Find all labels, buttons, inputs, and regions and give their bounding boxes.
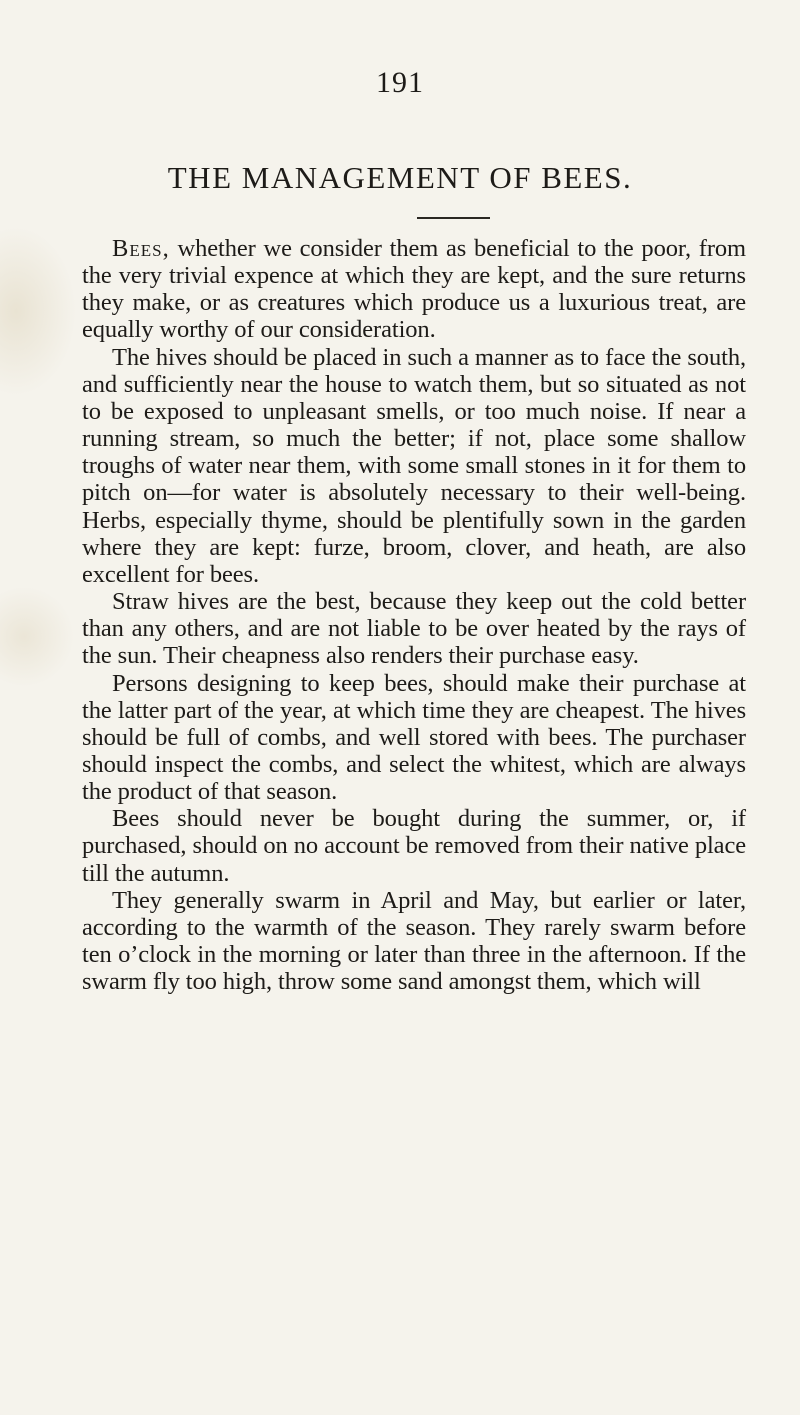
paragraph-5 [82,805,746,886]
page-number: 191 [376,66,424,99]
paragraph-1 [82,235,746,344]
paragraph-text: Persons designing to keep bees, should make their purchase at the latter part of the year, at which time they are cheapest. The hives should be full of combs, and well stored with bees. The purchaser should inspect the combs, and select the whitest, which are always the product of that season. [82,669,746,806]
paragraph-6 [82,887,746,996]
paragraph-2 [82,344,746,588]
paragraph-lead-word: Bees, [112,235,170,262]
paragraph-text: whether we consider them as beneficial to the poor, from the very trivial expence at which they are kept, and the sure returns they make, or as creatures which produce us a luxurious treat, are equally worthy of our consideration. [82,235,746,344]
paragraph-3 [82,588,746,669]
paragraph-4 [82,670,746,806]
title-divider [417,217,490,219]
paragraph-text: The hives should be placed in such a manner as to face the south, and sufficiently near the house to watch them, but so situated as not to be exposed to unpleasant smells, or too much noise. If near a running stream, so much the better; if not, place some shallow troughs of water near them, with some small stones in it for them to pitch on—for water is absolutely necessary to their well-being. Herbs, especially thyme, should be plentifully sown in the garden where they are kept: furze, broom, clover, and heath, are also excellent for bees. [82,343,746,588]
paragraph-text: They generally swarm in April and May, but earlier or later, according to the warmth of the season. They rarely swarm before ten o’clock in the morning or later than three in the afternoon. If the swarm fly too high, throw some sand amongst them, which will [82,886,746,996]
body-text [82,235,746,995]
paragraph-text: Bees should never be bought during the summer, or, if purchased, should on no account be removed from their native place till the autumn. [82,805,746,887]
page-title: THE MANAGEMENT OF BEES. [167,160,633,195]
paragraph-text: Straw hives are the best, because they keep out the cold better than any others, and are not liable to be over heated by the rays of the sun. Their cheapness also renders their purchase easy. [82,588,746,670]
